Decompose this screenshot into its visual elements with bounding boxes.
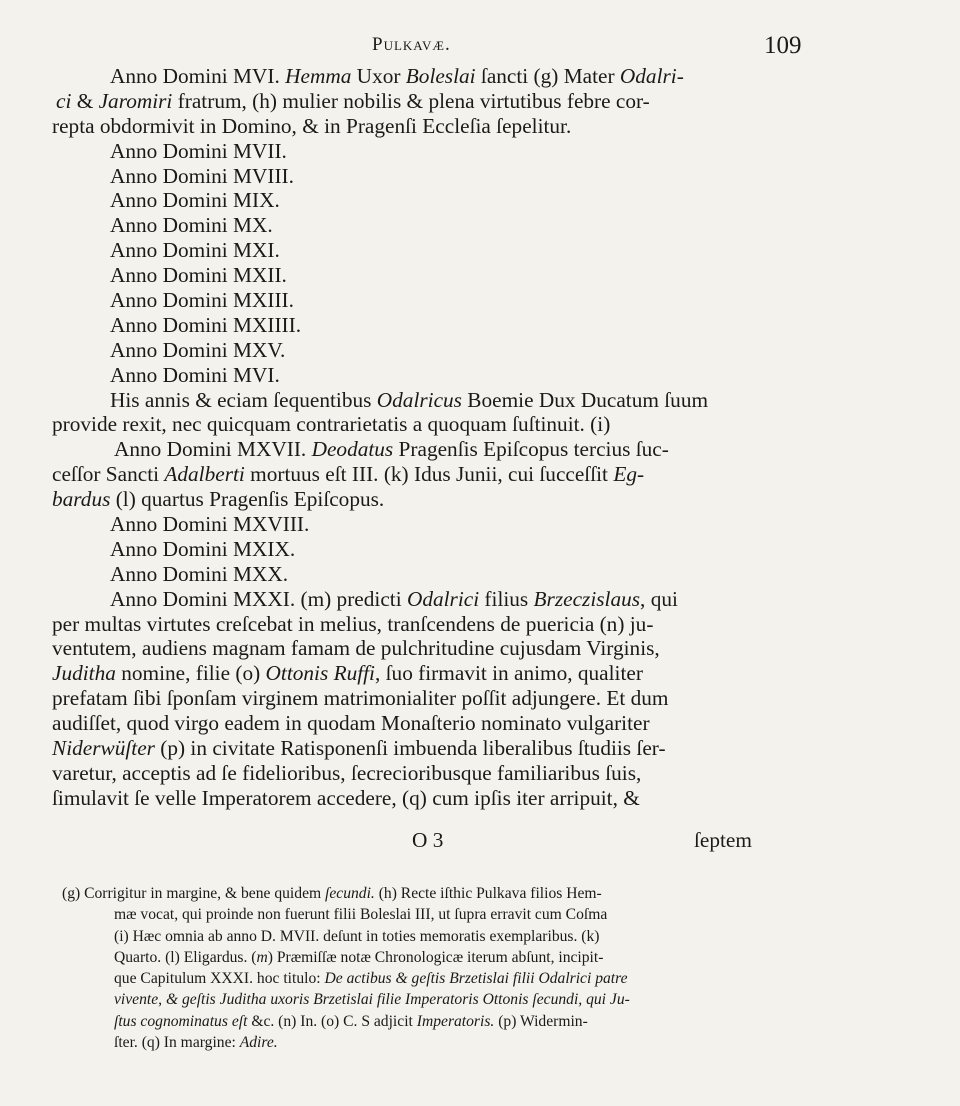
year-entry: Anno Domini MX. bbox=[110, 213, 273, 238]
year-entry: Anno Domini MXI. bbox=[110, 238, 280, 263]
running-head bbox=[0, 34, 960, 64]
text-line: repta obdormivit in Domino, & in Pragenſi Eccleſia ſepelitur. bbox=[52, 113, 572, 138]
year-entry: Anno Domini MVI. bbox=[110, 362, 280, 387]
text-line: bardus (l) quartus Pragenſis Epiſcopus. bbox=[52, 487, 385, 512]
footnote-line: (g) Corrigitur in margine, & bene quidem ſecundi. (h) Recte iſthic Pulkava filios Hem- bbox=[62, 885, 602, 902]
year-entry: Anno Domini MXIX. bbox=[110, 536, 296, 561]
year-entry: Anno Domini MIX. bbox=[110, 188, 280, 213]
text-line: ci & Jaromiri fratrum, (h) mulier nobilis & plena virtutibus febre cor- bbox=[56, 88, 650, 113]
footnote-line: (i) Hæc omnia ab anno D. MVII. deſunt in toties memoratis exemplaribus. (k) bbox=[114, 927, 600, 945]
year-entry: Anno Domini MXV. bbox=[110, 337, 286, 362]
page-number: 109 bbox=[764, 32, 802, 59]
text-line: Juditha nomine, filie (o) Ottonis Ruffi, ſuo firmavit in animo, qualiter bbox=[52, 661, 643, 686]
text-line: varetur, acceptis ad ſe fidelioribus, ſecrecioribusque familiaribus ſuis, bbox=[52, 760, 642, 785]
text-line: prefatam ſibi ſponſam virginem matrimonialiter poſſit adjungere. Et dum bbox=[52, 686, 669, 711]
text-line: Anno Domini MXXI. (m) predicti Odalrici filius Brzeczislaus, qui bbox=[110, 586, 678, 611]
footnote-line: Quarto. (l) Eligardus. (m) Præmiſſæ notæ Chronologicæ iterum abſunt, incipit- bbox=[114, 948, 604, 966]
text-line: ceſſor Sancti Adalberti mortuus eſt III. (k) Idus Junii, cui ſucceſſit Eg- bbox=[52, 462, 645, 487]
year-entry: Anno Domini MXIIII. bbox=[110, 312, 302, 337]
page-foot bbox=[0, 828, 960, 856]
footnotes bbox=[62, 883, 822, 1053]
catchword: ſeptem bbox=[694, 828, 752, 852]
footnote-line: mæ vocat, qui proinde non fuerunt filii Boleslai III, ut ſupra erravit cum Coſma bbox=[114, 906, 608, 924]
text-line: Anno Domini MVI. Hemma Uxor Boleslai ſancti (g) Mater Odalri- bbox=[110, 64, 684, 88]
footnote-line: que Capitulum XXXI. hoc titulo: De actibus & geſtis Brzetislai filii Odalrici patre bbox=[114, 970, 628, 988]
text-line: audiſſet, quod virgo eadem in quodam Monaſterio nominato vulgariter bbox=[52, 711, 650, 736]
footnote-line: ſter. (q) In margine: Adire. bbox=[114, 1034, 278, 1052]
text-line: ventutem, audiens magnam famam de pulchritudine cujusdam Virginis, bbox=[52, 636, 660, 661]
text-line: per multas virtutes creſcebat in melius, tranſcendens de puericia (n) ju- bbox=[52, 611, 654, 636]
main-text bbox=[52, 64, 828, 811]
text-line: provide rexit, nec quicquam contrarietatis a quoquam ſuſtinuit. (i) bbox=[52, 412, 611, 437]
year-entry: Anno Domini MVII. bbox=[110, 138, 287, 163]
year-entry: Anno Domini MXVIII. bbox=[110, 512, 310, 537]
text-line: His annis & eciam ſequentibus Odalricus Boemie Dux Ducatum ſuum bbox=[110, 387, 709, 412]
year-entry: Anno Domini MXIII. bbox=[110, 288, 294, 313]
text-line: ſimulavit ſe velle Imperatorem accedere, (q) cum ipſis iter arripuit, & bbox=[52, 785, 640, 810]
year-entry: Anno Domini MVIII. bbox=[110, 163, 294, 188]
running-head-title: Pulkavæ. bbox=[372, 34, 451, 55]
year-entry: Anno Domini MXII. bbox=[110, 263, 287, 288]
signature-mark: O 3 bbox=[412, 828, 444, 852]
footnote-line: vivente, & geſtis Juditha uxoris Brzetislai filie Imperatoris Ottonis ſecundi, qui Ju- bbox=[114, 991, 630, 1009]
year-entry: Anno Domini MXX. bbox=[110, 561, 289, 586]
text-line: Anno Domini MXVII. Deodatus Pragenſis Epiſcopus tercius ſuc- bbox=[114, 437, 669, 462]
footnote-line: ſtus cognominatus eſt &c. (n) In. (o) C. S adjicit Imperatoris. (p) Widermin- bbox=[114, 1012, 588, 1030]
text-line: Niderwüſter (p) in civitate Ratisponenſi imbuenda liberalibus ſtudiis ſer- bbox=[52, 736, 666, 761]
